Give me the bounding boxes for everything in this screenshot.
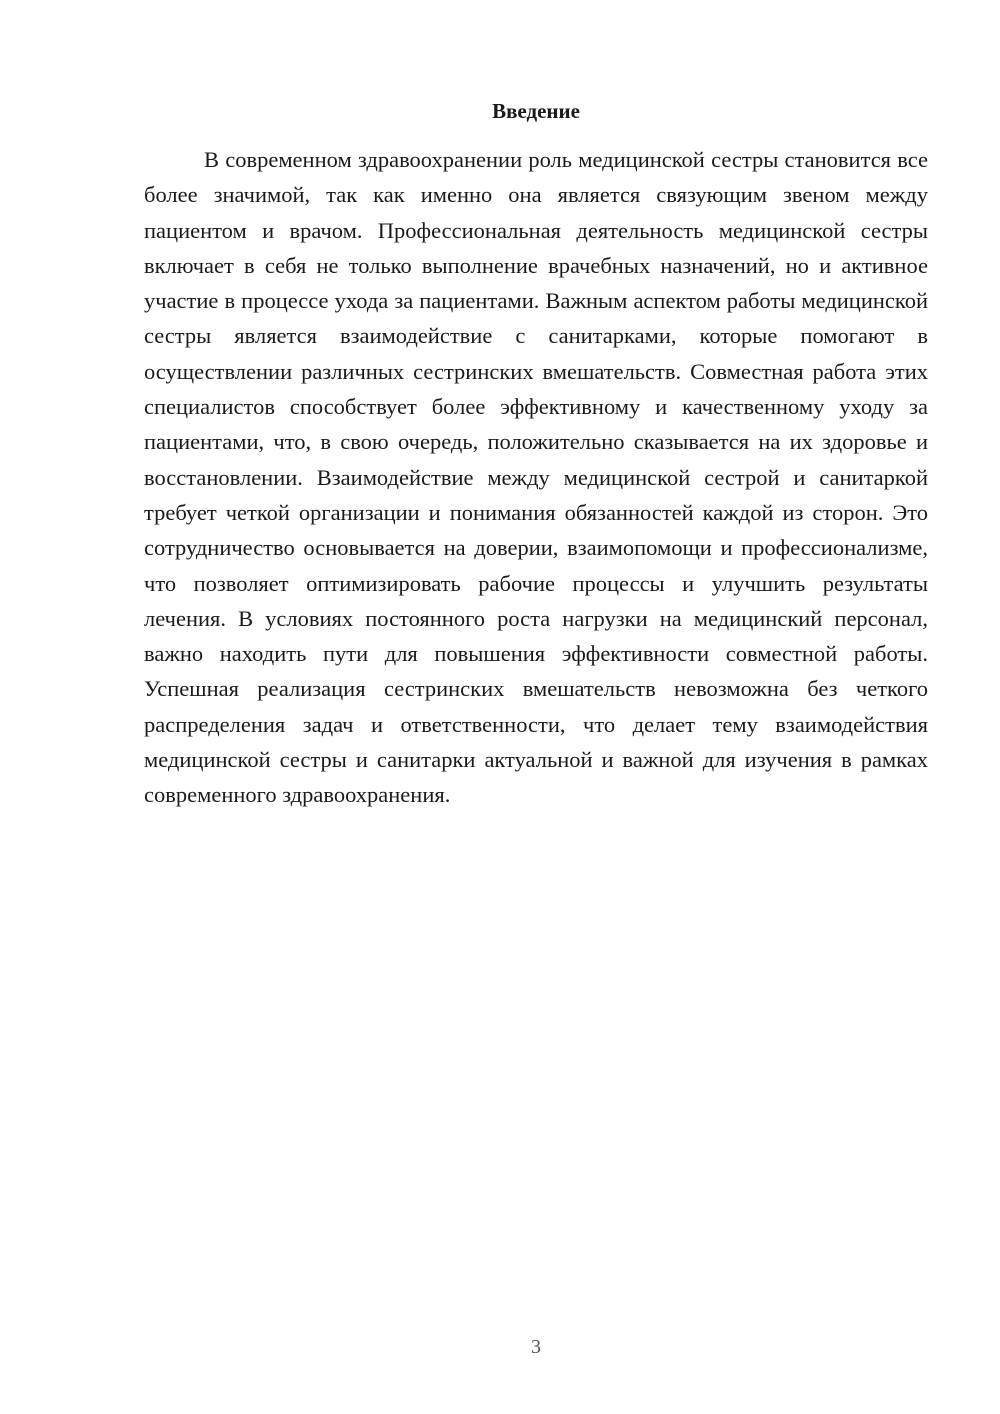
introduction-paragraph: В современном здравоохранении роль медицинской сестры становится все более значимой, так как именно она является связующим звеном между пациентом и врачом. Профессиональная деятельность медицинской сестры включает в себя не только выполнение врачебных назначений, но и активное участие в процессе ухода за пациентами. Важным аспектом работы медицинской сестры является взаимодействие с санитарками, которые помогают в осуществлении различных сестринских вмешательств. Совместная работа этих специалистов способствует более эффективному и качественному уходу за пациентами, что, в свою очередь, положительно сказывается на их здоровье и восстановлении. Взаимодействие между медицинской сестрой и санитаркой требует четкой организации и понимания обязанностей каждой из сторон. Это сотрудничество основывается на доверии, взаимопомощи и профессионализме, что позволяет оптимизировать рабочие процессы и улучшить результаты лечения. В условиях постоянного роста нагрузки на медицинский персонал, важно находить пути для повышения эффективности совместной работы. Успешная реализация сестринских вмешательств невозможна без четкого распределения задач и ответственности, что делает тему взаимодействия медицинской сестры и санитарки актуальной и важной для изучения в рамках современного здравоохранения. [144, 147, 928, 808]
page-title: Введение [492, 99, 580, 123]
page-number: 3 [531, 1336, 541, 1358]
